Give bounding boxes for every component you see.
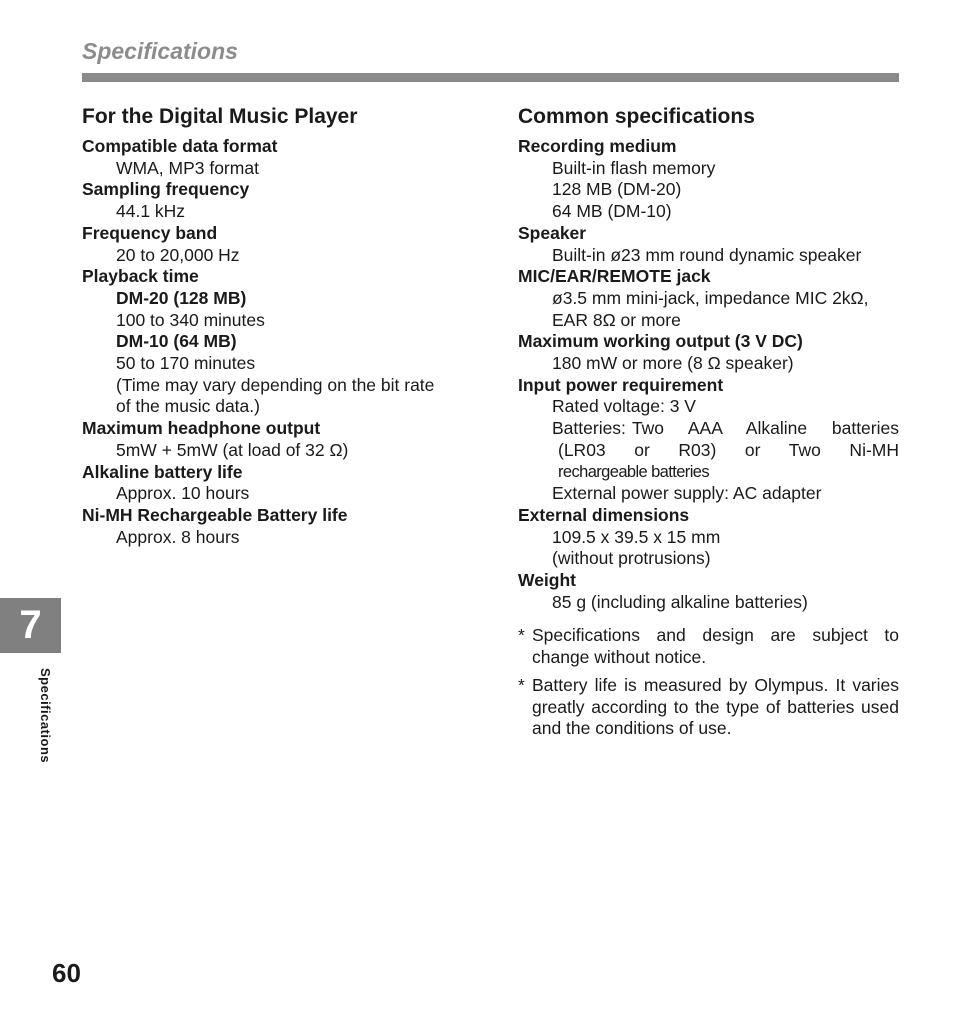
batteries-line: Two AAA Alkaline batteries [631,418,899,439]
asterisk-mark: * [518,625,525,646]
spec-label: Speaker [518,222,587,243]
spec-value: (without protrusions) [552,548,711,569]
footnote [518,625,899,668]
spec-mic-ear-remote-jack [518,266,899,331]
spec-value: 180 mW or more (8 Ω speaker) [552,353,794,374]
spec-value: 128 MB (DM-20) [552,179,682,200]
page-header-title: Specifications [82,38,238,64]
spec-value: 5mW + 5mW (at load of 32 Ω) [116,439,349,460]
common-specifications-section [518,103,899,746]
spec-value: External power supply: AC adapter [552,483,822,504]
footnote-text: Battery life is measured by Olympus. It varies greatly according to the type of batteries used and the conditions of use. [532,674,899,739]
batteries-lines [626,418,899,440]
header-rule [82,73,899,82]
footnotes [518,625,899,740]
spec-value: 50 to 170 minutes [116,353,256,374]
spec-max-working-output [518,331,899,374]
spec-value: EAR 8Ω or more [552,309,681,330]
spec-label: Frequency band [82,222,218,243]
footnote [518,675,899,740]
spec-value: Built-in ø23 mm round dynamic speaker [552,244,862,265]
footnote-text: Specifications and design are subject to change without notice. [532,625,899,668]
spec-value: Approx. 8 hours [116,526,240,547]
chapter-tab: 7 [0,598,61,653]
spec-max-headphone-output [82,418,477,461]
spec-value: of the music data.) [116,396,260,417]
batteries-label: Batteries: [552,418,626,439]
spec-value: 64 MB (DM-10) [552,201,672,222]
spec-sublabel-dm10: DM-10 (64 MB) [116,331,237,352]
spec-value: WMA, MP3 format [116,157,259,178]
batteries-continuation [518,440,899,483]
spec-value: 100 to 340 minutes [116,309,265,330]
batteries-line: rechargeable batteries [558,462,709,481]
digital-music-player-section [82,103,477,548]
spec-label: Sampling frequency [82,179,250,200]
spec-external-dimensions [518,505,899,570]
spec-label: Maximum headphone output [82,418,321,439]
spec-value: Rated voltage: 3 V [552,396,696,417]
spec-label: Maximum working output (3 V DC) [518,331,803,352]
spec-value: Built-in flash memory [552,157,716,178]
spec-alkaline-battery-life [82,462,477,505]
spec-label: Playback time [82,266,199,287]
spec-value: 85 g (including alkaline batteries) [552,591,808,612]
section-title: For the Digital Music Player [82,105,358,128]
spec-label: Weight [518,570,577,591]
spec-label: Alkaline battery life [82,461,243,482]
spec-sublabel-dm20: DM-20 (128 MB) [116,287,247,308]
asterisk-mark: * [518,674,525,695]
spec-label: Compatible data format [82,136,278,156]
spec-value: ø3.5 mm mini-jack, impedance MIC 2kΩ, [552,287,869,308]
spec-label: Input power requirement [518,374,724,395]
section-title: Common specifications [518,105,755,128]
spec-value: (Time may vary depending on the bit rate [116,374,435,395]
spec-sampling-frequency [82,179,477,222]
spec-value: 20 to 20,000 Hz [116,244,240,265]
spec-frequency-band [82,223,477,266]
spec-value: 109.5 x 39.5 x 15 mm [552,526,721,547]
batteries-row [518,418,899,440]
spec-label: Recording medium [518,136,677,156]
spec-value: Approx. 10 hours [116,483,250,504]
spec-nimh-battery-life [82,505,477,548]
spec-compatible-data-format [82,136,477,179]
spec-weight [518,570,899,613]
spec-label: MIC/EAR/REMOTE jack [518,266,711,287]
spec-playback-time [82,266,477,418]
spec-recording-medium [518,136,899,223]
page-number: 60 [52,958,81,988]
spec-label: External dimensions [518,504,690,525]
chapter-side-label: Specifications [38,668,53,764]
batteries-line: (LR03 or R03) or Two Ni-MH [558,439,899,460]
spec-speaker [518,223,899,266]
spec-input-power-requirement [518,375,899,505]
spec-value: 44.1 kHz [116,201,186,222]
spec-label: Ni-MH Rechargeable Battery life [82,504,348,525]
